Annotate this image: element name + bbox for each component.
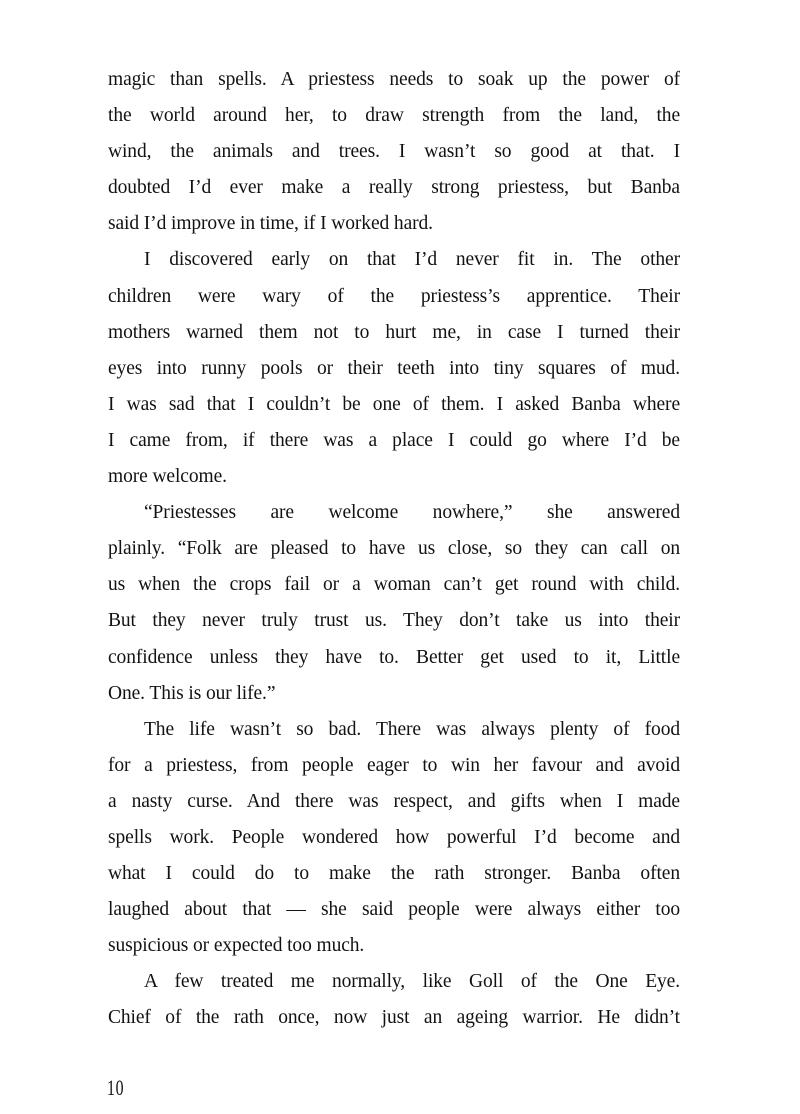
text-line: said I’d improve in time, if I worked hard.: [108, 213, 433, 235]
text-line: One. This is our life.”: [108, 682, 276, 704]
paragraph: [108, 964, 680, 1036]
text-line: The life wasn’t so bad. There was always plenty of food: [144, 718, 680, 740]
text-line: children were wary of the priestess’s apprentice. Their: [108, 285, 680, 307]
page-number: 10: [107, 1075, 125, 1100]
text-line: the world around her, to draw strength from the land, the: [108, 105, 680, 127]
text-line: laughed about that — she said people were always either too: [108, 899, 680, 921]
text-line: mothers warned them not to hurt me, in case I turned their: [108, 321, 680, 343]
text-line: wind, the animals and trees. I wasn’t so good at that. I: [108, 141, 680, 163]
text-line: suspicious or expected too much.: [108, 935, 365, 957]
paragraph: [108, 495, 680, 712]
text-line: a nasty curse. And there was respect, and gifts when I made: [108, 790, 680, 812]
text-line: Chief of the rath once, now just an ageing warrior. He didn’t: [108, 1007, 680, 1029]
text-line: for a priestess, from people eager to win her favour and avoid: [108, 754, 680, 776]
text-line: I discovered early on that I’d never fit in. The other: [144, 249, 680, 271]
text-line: “Priestesses are welcome nowhere,” she answered: [144, 502, 680, 524]
paragraph: [108, 712, 680, 965]
text-line: more welcome.: [108, 466, 227, 488]
text-line: But they never truly trust us. They don’t take us into their: [108, 610, 680, 632]
text-line: magic than spells. A priestess needs to soak up the power of: [108, 69, 680, 90]
text-line: doubted I’d ever make a really strong priestess, but Banba: [108, 177, 680, 199]
page-text: [108, 62, 680, 1037]
text-line: A few treated me normally, like Goll of the One Eye.: [144, 971, 680, 993]
paragraph: [108, 62, 680, 242]
text-line: eyes into runny pools or their teeth into tiny squares of mud.: [108, 357, 680, 379]
paragraph: [108, 242, 680, 495]
text-line: I was sad that I couldn’t be one of them. I asked Banba where: [108, 393, 680, 415]
text-line: confidence unless they have to. Better get used to it, Little: [108, 646, 680, 668]
text-line: spells work. People wondered how powerful I’d become and: [108, 826, 680, 848]
text-line: plainly. “Folk are pleased to have us close, so they can call on: [108, 538, 680, 560]
text-line: what I could do to make the rath stronger. Banba often: [108, 863, 680, 885]
text-line: us when the crops fail or a woman can’t get round with child.: [108, 574, 680, 596]
text-line: I came from, if there was a place I could go where I’d be: [108, 429, 680, 451]
